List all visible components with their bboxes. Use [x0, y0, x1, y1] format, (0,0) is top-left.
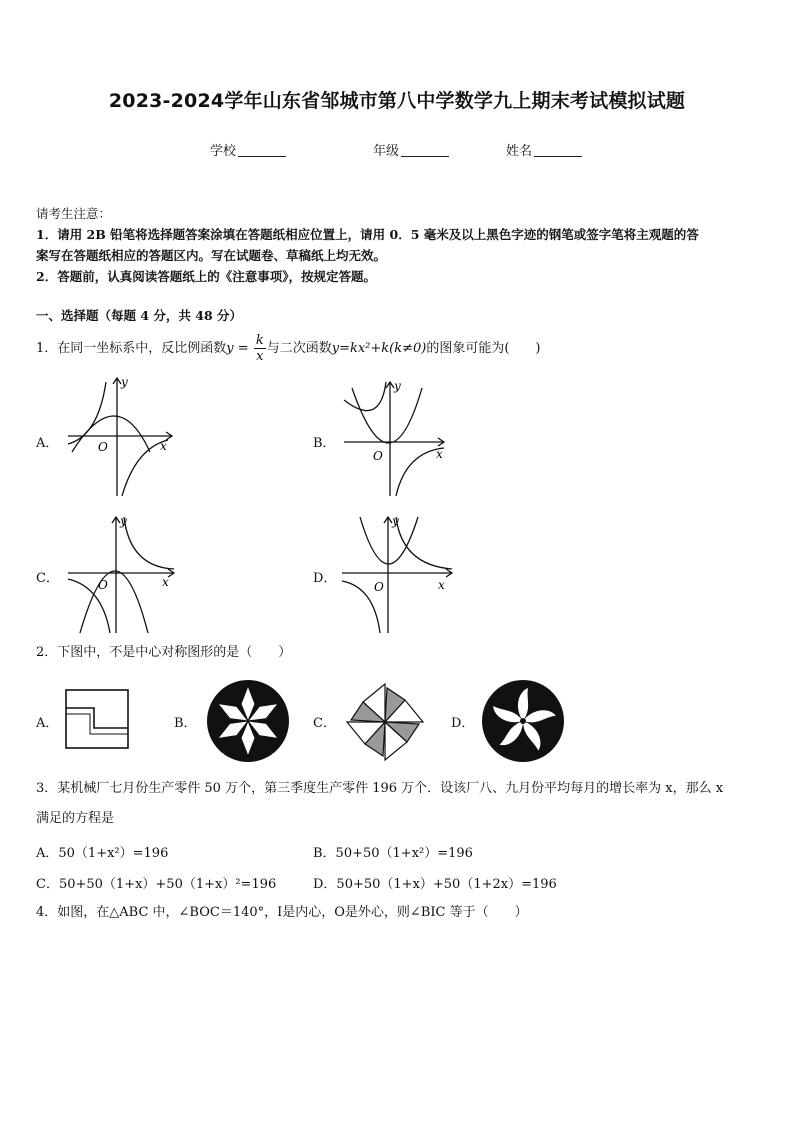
section-heading: 一、选择题（每题 4 分，共 48 分） [36, 308, 243, 323]
q1-eq: = [233, 341, 253, 356]
exam-notes [36, 203, 758, 287]
origin-label: O [373, 449, 383, 463]
school-blank [238, 142, 286, 157]
graph-option-a [62, 374, 178, 500]
origin-label: O [98, 578, 108, 592]
question-2: 2．下图中，不是中心对称图形的是（ ） [36, 645, 292, 660]
notes-item: 1．请用 2B 铅笔将选择题答案涂填在答题纸相应位置上，请用 0．5 毫米及以上黑色字迹的钢笔或签字笔将主观题的答 [36, 227, 699, 242]
q3-option-d: D．50+50（1+x）+50（1+2x）=196 [313, 877, 557, 892]
q1-option-c-label: C． [36, 571, 59, 586]
q1-option-a-label: A． [36, 436, 59, 451]
q1-mid: 与二次函数 [266, 341, 332, 356]
school-label: 学校 [210, 144, 237, 159]
graph-option-b [340, 378, 450, 498]
school-field [210, 140, 286, 159]
y-axis-label: y [392, 514, 399, 528]
q1-prefix: 1．在同一坐标系中，反比例函数 [36, 341, 227, 356]
figure-option-b [205, 678, 291, 764]
x-axis-label: x [436, 447, 443, 461]
grade-field [373, 140, 449, 159]
x-axis-label: x [162, 575, 169, 589]
q1-option-b-label: B． [313, 436, 336, 451]
q1-suffix: 的图象可能为( ) [426, 341, 541, 356]
graph-option-c [64, 513, 180, 635]
q1-numerator: k [255, 333, 264, 348]
origin-label: O [374, 580, 384, 594]
grade-label: 年级 [373, 144, 400, 159]
q3-option-b: B．50+50（1+x²）=196 [313, 846, 473, 861]
notes-item: 案写在答题纸相应的答题区内。写在试题卷、草稿纸上均无效。 [36, 248, 387, 263]
notes-heading: 请考生注意： [36, 206, 112, 221]
origin-label: O [98, 440, 108, 454]
name-field [506, 140, 582, 159]
figure-option-a [64, 688, 130, 752]
name-label: 姓名 [506, 144, 533, 159]
name-blank [534, 142, 582, 157]
x-axis-label: x [438, 578, 445, 592]
notes-item: 2．答题前，认真阅读答题纸上的《注意事项》，按规定答题。 [36, 269, 376, 284]
q2-option-b-label: B． [174, 716, 197, 731]
y-axis-label: y [120, 514, 127, 528]
q3-option-a: A．50（1+x²）=196 [36, 846, 169, 861]
q1-denominator: x [256, 349, 264, 364]
x-axis-label: x [160, 439, 167, 453]
question-3-line-1: 3．某机械厂七月份生产零件 50 万个，第三季度生产零件 196 万个．设该厂八、九月份平均每月的增长率为 x，那么 x [36, 781, 724, 796]
q1-fraction [254, 333, 266, 364]
q1-y: y [226, 341, 234, 356]
figure-option-d [480, 678, 566, 764]
page-title: 2023-2024学年山东省邹城市第八中学数学九上期末考试模拟试题 [108, 90, 686, 112]
grade-blank [401, 142, 449, 157]
figure-option-c [343, 680, 427, 764]
graph-option-d [338, 513, 456, 635]
question-1 [36, 333, 541, 364]
y-axis-label: y [394, 379, 401, 393]
question-4: 4．如图，在△ABC 中，∠BOC＝140°，I是内心，O是外心，则∠BIC 等于（ ） [36, 905, 528, 920]
q1-option-d-label: D． [313, 571, 337, 586]
question-3-line-2: 满足的方程是 [36, 811, 115, 826]
q3-option-c: C．50+50（1+x）+50（1+x）²=196 [36, 877, 277, 892]
q2-option-c-label: C． [313, 716, 336, 731]
y-axis-label: y [121, 375, 128, 389]
q1-function: y=kx²+k(k≠0) [331, 341, 427, 356]
q2-option-d-label: D． [451, 716, 475, 731]
q2-option-a-label: A． [36, 716, 59, 731]
